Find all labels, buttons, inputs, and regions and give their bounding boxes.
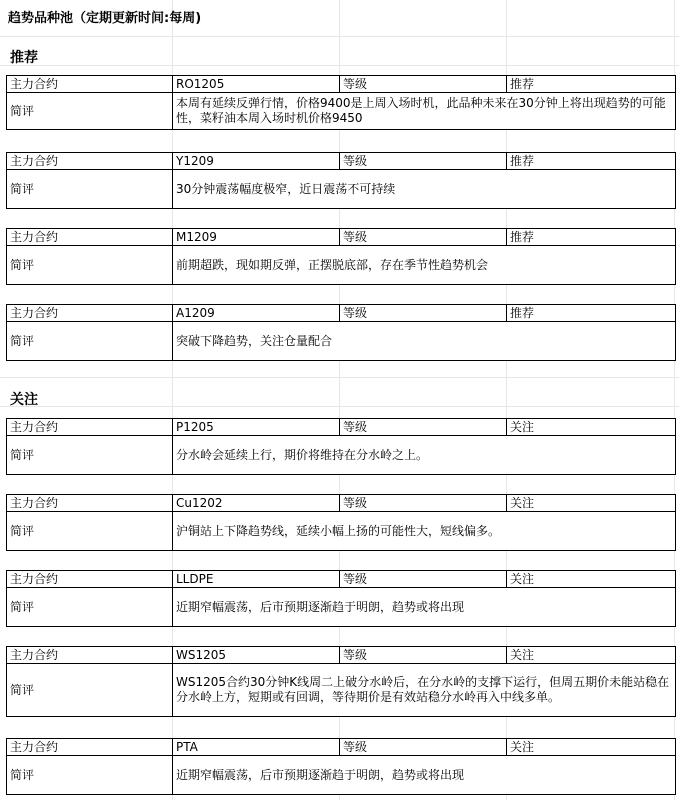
contract-card <box>6 152 676 209</box>
contract-value: RO1205 <box>173 76 340 93</box>
comment-text: 近期窄幅震荡，后市预期逐渐趋于明朗，趋势或将出现 <box>173 588 676 627</box>
contract-card <box>6 570 676 627</box>
contract-label: 主力合约 <box>7 495 173 512</box>
contract-card <box>6 646 676 717</box>
grade-label: 等级 <box>340 153 507 170</box>
contract-label: 主力合约 <box>7 229 173 246</box>
comment-text: 30分钟震荡幅度极窄，近日震荡不可持续 <box>173 170 676 209</box>
grade-label: 等级 <box>340 229 507 246</box>
contract-card <box>6 494 676 551</box>
comment-label: 简评 <box>7 512 173 551</box>
section-heading-recommend: 推荐 <box>10 50 38 66</box>
comment-label: 简评 <box>7 664 173 717</box>
grade-value: 推荐 <box>507 229 676 246</box>
grade-label: 等级 <box>340 739 507 756</box>
comment-label: 简评 <box>7 436 173 475</box>
section-heading-watch: 关注 <box>10 392 38 408</box>
grade-value: 关注 <box>507 419 676 436</box>
contract-value: A1209 <box>173 305 340 322</box>
gridline <box>0 65 679 66</box>
comment-label: 简评 <box>7 170 173 209</box>
grade-value: 关注 <box>507 739 676 756</box>
contract-label: 主力合约 <box>7 419 173 436</box>
comment-text: WS1205合约30分钟K线周二上破分水岭后，在分水岭的支撑下运行，但周五期价未能站稳在分水岭上方，短期或有回调，等待期价是有效站稳分水岭再入中线多单。 <box>173 664 676 717</box>
comment-text: 本周有延续反弹行情，价格9400是上周入场时机，此品种未来在30分钟上将出现趋势的可能性，菜籽油本周入场时机价格9450 <box>173 93 676 130</box>
contract-label: 主力合约 <box>7 76 173 93</box>
contract-label: 主力合约 <box>7 305 173 322</box>
contract-card <box>6 228 676 285</box>
grade-label: 等级 <box>340 647 507 664</box>
contract-value: M1209 <box>173 229 340 246</box>
grade-label: 等级 <box>340 76 507 93</box>
contract-value: PTA <box>173 739 340 756</box>
grade-label: 等级 <box>340 419 507 436</box>
contract-label: 主力合约 <box>7 739 173 756</box>
contract-value: P1205 <box>173 419 340 436</box>
grade-value: 推荐 <box>507 153 676 170</box>
gridline <box>0 377 679 378</box>
grade-label: 等级 <box>340 571 507 588</box>
contract-card <box>6 738 676 795</box>
comment-text: 突破下降趋势，关注仓量配合 <box>173 322 676 361</box>
contract-label: 主力合约 <box>7 571 173 588</box>
page-title: 趋势品种池（定期更新时间:每周) <box>8 11 202 26</box>
grade-value: 关注 <box>507 647 676 664</box>
comment-label: 简评 <box>7 322 173 361</box>
contract-value: Y1209 <box>173 153 340 170</box>
comment-text: 前期超跌，现如期反弹，正摆脱底部，存在季节性趋势机会 <box>173 246 676 285</box>
comment-text: 近期窄幅震荡，后市预期逐渐趋于明朗，趋势或将出现 <box>173 756 676 795</box>
contract-label: 主力合约 <box>7 647 173 664</box>
contract-label: 主力合约 <box>7 153 173 170</box>
comment-label: 简评 <box>7 93 173 130</box>
gridline <box>0 406 679 407</box>
contract-value: Cu1202 <box>173 495 340 512</box>
comment-label: 简评 <box>7 246 173 285</box>
contract-value: WS1205 <box>173 647 340 664</box>
contract-card <box>6 418 676 475</box>
grade-label: 等级 <box>340 495 507 512</box>
comment-text: 沪铜站上下降趋势线，延续小幅上扬的可能性大，短线偏多。 <box>173 512 676 551</box>
gridline <box>0 36 679 37</box>
grade-label: 等级 <box>340 305 507 322</box>
comment-label: 简评 <box>7 588 173 627</box>
grade-value: 推荐 <box>507 76 676 93</box>
comment-label: 简评 <box>7 756 173 795</box>
contract-card <box>6 304 676 361</box>
grade-value: 关注 <box>507 495 676 512</box>
comment-text: 分水岭会延续上行，期价将维持在分水岭之上。 <box>173 436 676 475</box>
grade-value: 关注 <box>507 571 676 588</box>
grade-value: 推荐 <box>507 305 676 322</box>
contract-value: LLDPE <box>173 571 340 588</box>
contract-card <box>6 75 676 130</box>
